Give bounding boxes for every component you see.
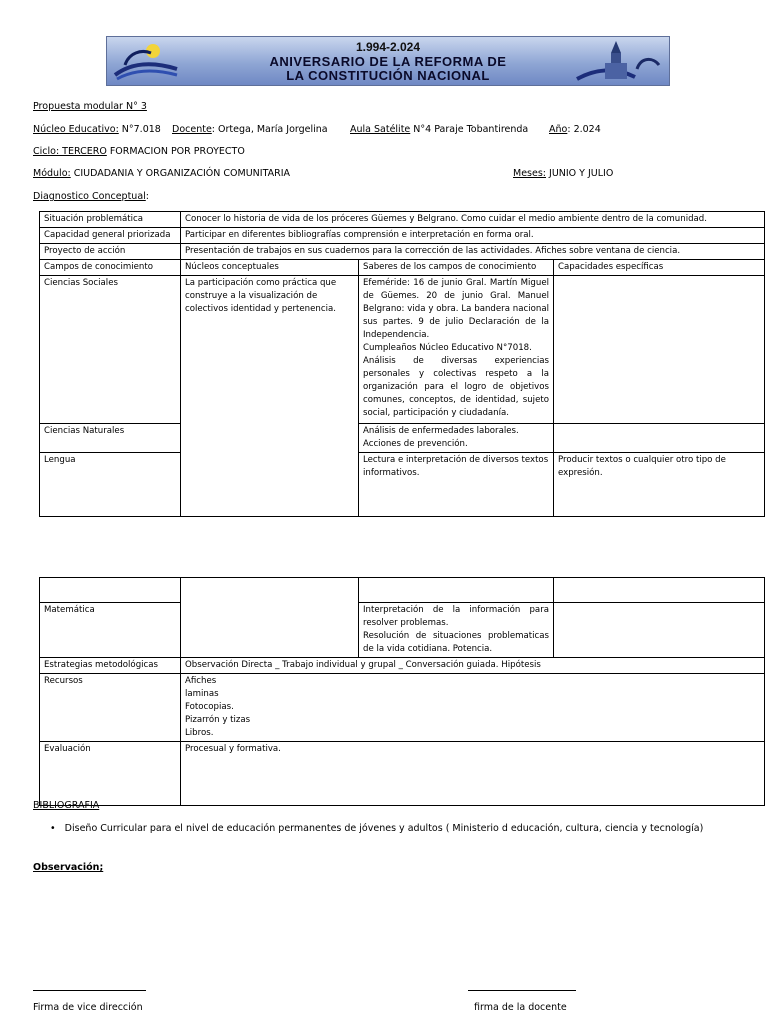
list-item: Libros.: [185, 728, 214, 738]
evaluacion-label: Evaluación: [40, 742, 181, 806]
nucleo-value: N°7.018: [118, 124, 161, 135]
table-row: [40, 228, 765, 244]
meses-label: Meses:: [513, 168, 546, 179]
proyecto-label: Proyecto de acción: [40, 244, 181, 260]
modulo-label: Módulo:: [33, 168, 71, 179]
ciclo-value: FORMACION POR PROYECTO: [106, 146, 245, 157]
saber-text: Interpretación de la información para resolver problemas.: [363, 605, 549, 628]
diagnostico-colon: :: [145, 191, 149, 202]
saber-text: Efeméride: 16 de junio Gral. Martín Miguel de Güemes. 20 de junio Gral. Manuel Belgrano: vida y obra. La bandera nacional sus partes. 9 de julio Declaración de la Independencia.: [363, 278, 549, 340]
saber-text: Cumpleaños Núcleo Educativo N°7018.: [363, 343, 532, 353]
evaluacion-value: Procesual y formativa.: [181, 742, 765, 806]
diagnostico-label: Diagnostico Conceptual: [33, 191, 146, 202]
list-item: Pizarrón y tizas: [185, 715, 251, 725]
header-line-anio: [549, 124, 601, 135]
header-line-meses: [513, 168, 613, 179]
planning-table-2: [39, 577, 765, 806]
header-line-ciclo: [33, 146, 245, 157]
docente-value: : Ortega, María Jorgelina: [211, 124, 328, 135]
recursos-label: Recursos: [40, 674, 181, 742]
saberes-naturales: [359, 424, 554, 453]
table-row: [40, 742, 765, 806]
anio-label: Año: [549, 124, 568, 135]
anio-value: : 2.024: [567, 124, 601, 135]
aula-label: Aula Satélite: [350, 124, 411, 135]
header-line-nucleo: [33, 124, 161, 135]
list-item: Fotocopias.: [185, 702, 234, 712]
banner-years: 1.994-2.024: [355, 40, 421, 54]
capacidad-sociales: [554, 276, 765, 424]
bibliografia-title: BIBLIOGRAFIA: [33, 800, 100, 811]
signature-left-label: Firma de vice dirección: [33, 1002, 143, 1013]
table-row: [40, 276, 765, 424]
capacidad-label: Capacidad general priorizada: [40, 228, 181, 244]
signature-right-label: firma de la docente: [474, 1002, 567, 1013]
bibliografia-item: [50, 823, 703, 834]
column-header: Campos de conocimiento: [40, 260, 181, 276]
table-row: [40, 244, 765, 260]
docente-label: Docente: [172, 124, 212, 135]
header-banner: [106, 36, 670, 86]
nucleo-label: Núcleo Educativo:: [33, 124, 119, 135]
saber-text: Resolución de situaciones problematicas de la vida cotidiana. Potencia.: [363, 631, 549, 654]
saberes-lengua: Lectura e interpretación de diversos textos informativos.: [359, 453, 554, 517]
table-row: [40, 424, 765, 453]
bibliografia-item-text: Diseño Curricular para el nivel de educación permanentes de jóvenes y adultos ( Ministerio d educación, cultura, ciencia y tecnología): [64, 823, 704, 834]
table-row: [40, 658, 765, 674]
table-row: [40, 212, 765, 228]
table-row: [40, 453, 765, 517]
banner-title-line1: ANIVERSARIO DE LA REFORMA DE: [269, 54, 507, 69]
modulo-value: CIUDADANIA Y ORGANIZACIÓN COMUNITARIA: [70, 168, 291, 179]
campo-sociales: Ciencias Sociales: [40, 276, 181, 424]
saber-text: Acciones de prevención.: [363, 439, 468, 449]
table-header-row: [40, 260, 765, 276]
capacidad-lengua: Producir textos o cualquier otro tipo de expresión.: [554, 453, 765, 517]
column-header: Capacidades específicas: [554, 260, 765, 276]
building-emblem-icon: [575, 39, 665, 83]
aula-value: N°4 Paraje Tobantirenda: [410, 124, 529, 135]
signature-line-right: [468, 990, 576, 991]
header-line-modulo: [33, 168, 290, 179]
banner-title-line2: LA CONSTITUCIÓN NACIONAL: [286, 68, 490, 83]
saberes-matematica: [359, 603, 554, 658]
recursos-list: [181, 674, 765, 742]
proposal-number: Propuesta modular N° 3: [33, 101, 147, 112]
table-row: [40, 578, 765, 603]
nucleo-sociales: La participación como práctica que construye a la visualización de colectivos identidad y pertenencia.: [181, 276, 359, 517]
planning-table-1: [39, 211, 765, 517]
campo-matematica: Matemática: [40, 603, 181, 658]
ciclo-label: Ciclo: TERCERO: [33, 146, 107, 157]
capacidad-value: Participar en diferentes bibliografías comprensión e interpretación en forma oral.: [181, 228, 765, 244]
observacion-label: Observación;: [33, 862, 104, 873]
saberes-sociales: [359, 276, 554, 424]
header-line-docente: [172, 124, 328, 135]
campo-lengua: Lengua: [40, 453, 181, 517]
column-header: Saberes de los campos de conocimiento: [359, 260, 554, 276]
meses-value: JUNIO Y JULIO: [546, 168, 614, 179]
proyecto-value: Presentación de trabajos en sus cuadernos para la corrección de las actividades. Afiches sobre ventana de ciencia.: [181, 244, 765, 260]
table-row: [40, 603, 765, 658]
signature-line-left: [33, 990, 146, 991]
capacidad-matematica: [554, 603, 765, 658]
saber-text: Análisis de enfermedades laborales.: [363, 426, 519, 436]
column-header: Núcleos conceptuales: [181, 260, 359, 276]
list-item: Afiches: [185, 676, 217, 686]
situacion-value: Conocer lo historia de vida de los próceres Güemes y Belgrano. Como cuidar el medio ambiente dentro de la comunidad.: [181, 212, 765, 228]
situacion-label: Situación problemática: [40, 212, 181, 228]
header-line-diagnostico: [33, 191, 149, 202]
saber-text: Análisis de diversas experiencias personales y colectivas respeto a la organización para el logro de objetivos comunes, conceptos, de identidad, sujeto social, participación y ciudadanía.: [363, 356, 549, 418]
capacidad-naturales: [554, 424, 765, 453]
header-line-aula: [350, 124, 528, 135]
list-item: laminas: [185, 689, 219, 699]
bullet-icon: •: [50, 823, 56, 834]
estrategias-label: Estrategias metodológicas: [40, 658, 181, 674]
estrategias-value: Observación Directa _ Trabajo individual y grupal _ Conversación guiada. Hipótesis: [181, 658, 765, 674]
table-row: [40, 674, 765, 742]
campo-naturales: Ciencias Naturales: [40, 424, 181, 453]
